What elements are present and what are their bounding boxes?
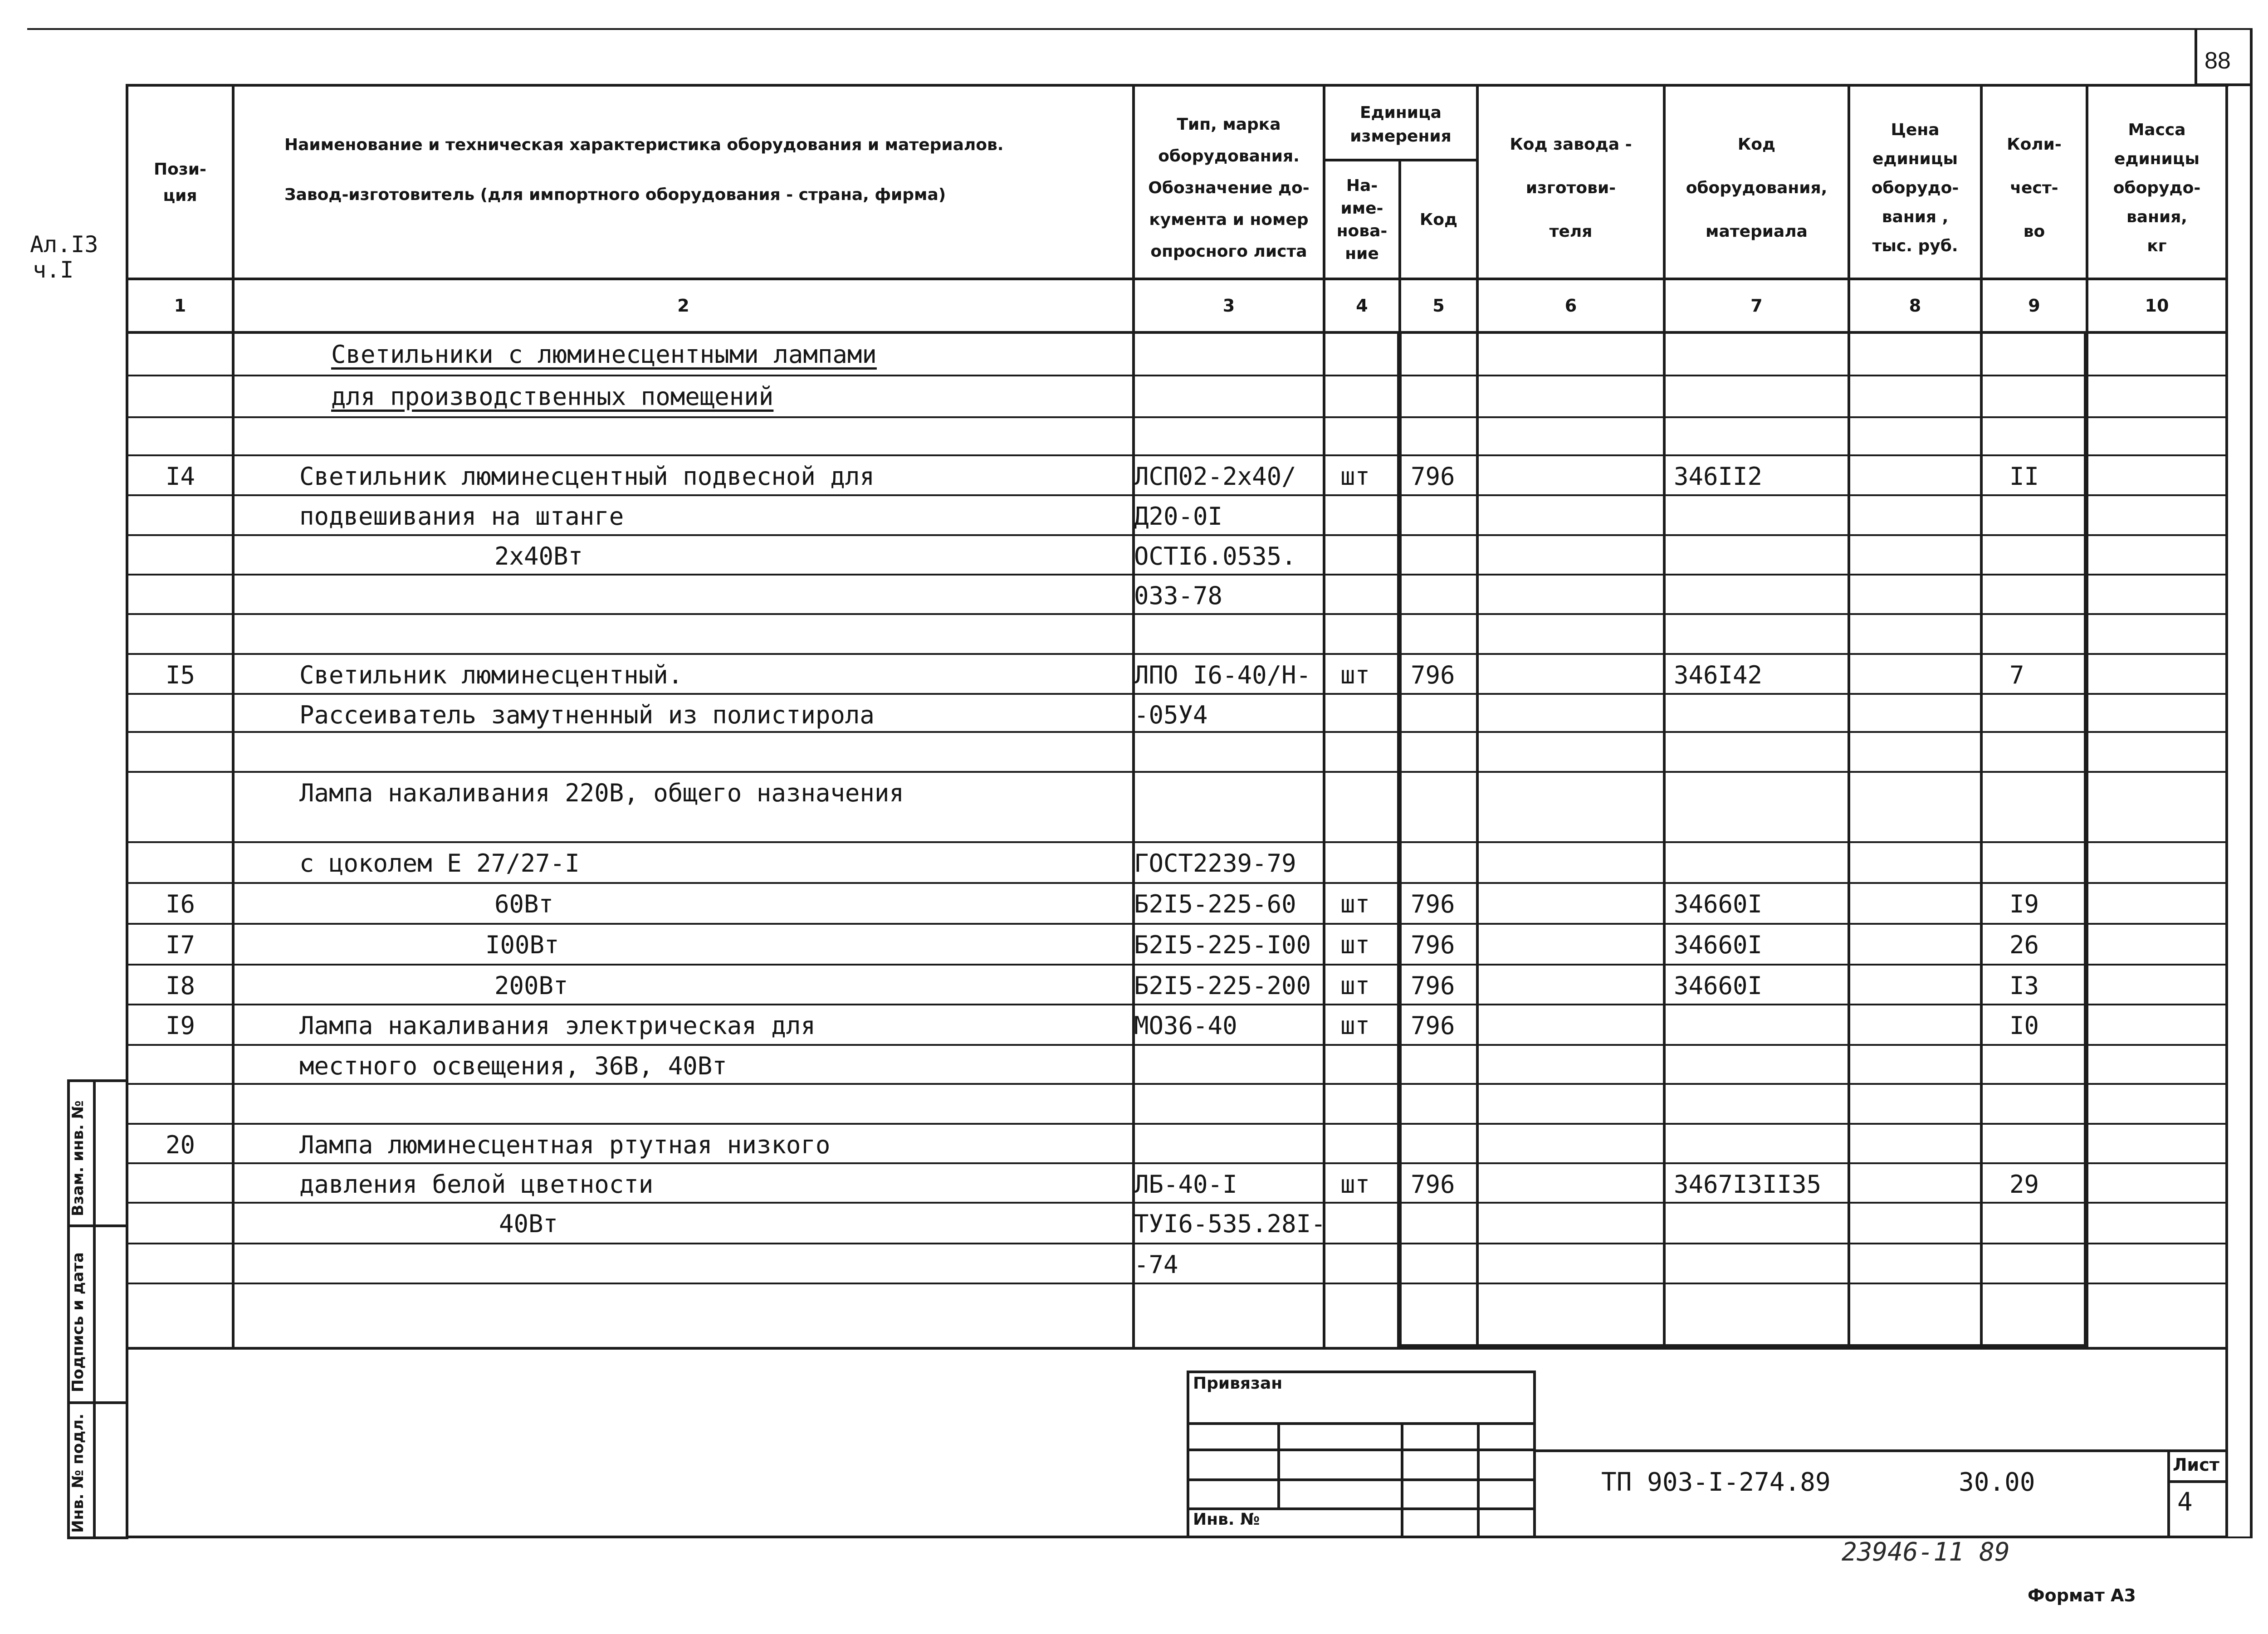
row-divider bbox=[128, 375, 2225, 376]
section-heading: Светильники с люминесцентными лампами bbox=[331, 340, 877, 369]
top-rule bbox=[27, 28, 2250, 30]
item-name-cell: подвешивания на штанге bbox=[299, 502, 624, 531]
type-cell: ТУI6-535.28I- bbox=[1134, 1210, 1326, 1238]
item-name-cell: местного освещения, 36В, 40Вт bbox=[299, 1052, 727, 1080]
item-name-cell: Лампа люминесцентная ртутная низкого bbox=[299, 1131, 831, 1159]
type-cell: Б2I5-225-60 bbox=[1134, 890, 1296, 918]
position-cell: I7 bbox=[166, 931, 196, 959]
type-cell: Б2I5-225-200 bbox=[1134, 971, 1311, 1000]
title-block-top bbox=[1533, 1449, 2228, 1452]
side-stamp-div-2 bbox=[67, 1401, 128, 1404]
row-divider bbox=[128, 693, 2225, 695]
header-quantity: Коли- чест- во bbox=[2007, 135, 2062, 241]
position-cell: I5 bbox=[166, 661, 196, 689]
unit-code-cell: 796 bbox=[1411, 971, 1455, 1000]
side-stamp-inner bbox=[93, 1079, 96, 1539]
inventory-label: Инв. № bbox=[1193, 1510, 1260, 1529]
type-cell: ГОСТ2239-79 bbox=[1134, 849, 1296, 878]
stamp-row-3 bbox=[1187, 1478, 1536, 1481]
type-cell: ЛСП02-2х40/ bbox=[1134, 462, 1296, 491]
quantity-cell: 7 bbox=[2009, 661, 2024, 689]
unit-name-cell: шт bbox=[1340, 1011, 1370, 1040]
sheet-box-divider bbox=[2167, 1480, 2228, 1483]
row-divider bbox=[128, 1162, 2225, 1164]
row-divider bbox=[128, 454, 2225, 456]
unit-code-cell: 796 bbox=[1411, 1170, 1455, 1199]
unit-name-cell: шт bbox=[1340, 462, 1370, 491]
row-divider bbox=[128, 771, 2225, 773]
equipment-code-cell: 34660I bbox=[1674, 890, 1763, 918]
row-divider bbox=[128, 841, 2225, 843]
item-name-cell: с цоколем Е 27/27-I bbox=[299, 849, 580, 878]
stamp-row-2 bbox=[1187, 1449, 1536, 1451]
unit-name-cell: шт bbox=[1340, 931, 1370, 959]
table-right-edge bbox=[2225, 86, 2228, 1537]
type-cell: 033-78 bbox=[1134, 581, 1223, 610]
header-unit-group: Единица измерения bbox=[1350, 103, 1452, 146]
type-cell: ЛБ-40-I bbox=[1134, 1170, 1237, 1199]
sheet-label: Лист bbox=[2173, 1455, 2219, 1475]
row-divider bbox=[128, 964, 2225, 966]
colnum-3: 3 bbox=[1222, 296, 1235, 316]
header-equipment-code: Код оборудования, материала bbox=[1686, 135, 1828, 241]
row-divider bbox=[128, 534, 2225, 536]
unit-code-cell: 796 bbox=[1411, 890, 1455, 918]
col-div-1 bbox=[232, 86, 235, 1347]
stamp-col-2 bbox=[1401, 1422, 1403, 1538]
header-unit-name: На- име- нова- ние bbox=[1336, 176, 1388, 263]
position-cell: I6 bbox=[166, 890, 196, 918]
unit-name-cell: шт bbox=[1340, 971, 1370, 1000]
row-divider bbox=[128, 1004, 2225, 1005]
item-name-cell: I00Вт bbox=[485, 931, 559, 959]
side-label-inv-podl: Инв. № подл. bbox=[69, 1413, 87, 1533]
header-name-line1: Наименование и техническая характеристика оборудования и материалов. bbox=[284, 136, 1004, 154]
unit-code-cell: 796 bbox=[1411, 661, 1455, 689]
row-divider bbox=[128, 923, 2225, 925]
colnum-2: 2 bbox=[677, 296, 689, 316]
unit-name-cell: шт bbox=[1340, 661, 1370, 689]
side-stamp-div-1 bbox=[67, 1224, 128, 1227]
item-name-cell: 40Вт bbox=[499, 1210, 558, 1238]
body-thick-right bbox=[2084, 332, 2088, 1346]
colnum-4: 4 bbox=[1356, 296, 1368, 316]
row-divider bbox=[128, 731, 2225, 733]
header-factory-code: Код завода - изготови- теля bbox=[1510, 135, 1632, 241]
header-mass: Масса единицы оборудо- вания, кг bbox=[2113, 121, 2201, 255]
position-cell: I4 bbox=[166, 462, 196, 491]
item-name-cell: 2х40Вт bbox=[494, 542, 583, 571]
body-bottom bbox=[126, 1347, 2228, 1350]
item-name-cell: Лампа накаливания 220В, общего назначения bbox=[299, 779, 904, 807]
item-name-cell: Рассеиватель замутненный из полистирола bbox=[299, 701, 875, 729]
header-position: Пози- ция bbox=[154, 160, 206, 205]
sheet-number: 4 bbox=[2177, 1488, 2193, 1517]
row-divider bbox=[128, 1123, 2225, 1125]
unit-code-cell: 796 bbox=[1411, 931, 1455, 959]
colnum-bottom bbox=[126, 331, 2228, 334]
type-cell: МО36-40 bbox=[1134, 1011, 1237, 1040]
quantity-cell: 29 bbox=[2009, 1170, 2039, 1199]
quantity-cell: I9 bbox=[2009, 890, 2039, 918]
row-divider bbox=[128, 1202, 2225, 1204]
unit-code-cell: 796 bbox=[1411, 462, 1455, 491]
body-thick-left bbox=[1397, 332, 1402, 1346]
type-cell: -74 bbox=[1134, 1250, 1178, 1279]
stamp-row-1 bbox=[1187, 1422, 1536, 1425]
quantity-cell: I0 bbox=[2009, 1011, 2039, 1040]
unit-name-cell: шт bbox=[1340, 890, 1370, 918]
item-name-cell: 60Вт bbox=[494, 890, 554, 918]
quantity-cell: 26 bbox=[2009, 931, 2039, 959]
position-cell: 20 bbox=[166, 1131, 196, 1159]
item-name-cell: 200Вт bbox=[494, 971, 568, 1000]
stamp-col-3 bbox=[1477, 1422, 1480, 1538]
section-code: 30.00 bbox=[1959, 1468, 2035, 1497]
section-heading: для производственных помещений bbox=[331, 382, 774, 411]
row-divider bbox=[128, 1083, 2225, 1085]
item-name-cell: давления белой цветности bbox=[299, 1170, 654, 1199]
position-cell: I8 bbox=[166, 971, 196, 1000]
colnum-6: 6 bbox=[1564, 296, 1577, 316]
row-divider bbox=[128, 416, 2225, 418]
type-cell: ЛПО I6-40/Н- bbox=[1134, 661, 1311, 689]
colnum-8: 8 bbox=[1909, 296, 1921, 316]
row-divider bbox=[128, 1283, 2225, 1284]
unit-name-cell: шт bbox=[1340, 1170, 1370, 1199]
row-divider bbox=[128, 882, 2225, 884]
type-cell: Б2I5-225-I00 bbox=[1134, 931, 1311, 959]
binding-label: Привязан bbox=[1193, 1374, 1283, 1393]
margin-note-line1: Ал.I3 bbox=[30, 231, 98, 258]
side-label-signature: Подпись и дата bbox=[69, 1252, 87, 1392]
position-cell: I9 bbox=[166, 1011, 196, 1040]
header-price: Цена единицы оборудо- вания , тыс. руб. bbox=[1871, 121, 1959, 255]
header-type: Тип, марка оборудования. Обозначение до- кумента и номер опросного листа bbox=[1148, 115, 1310, 261]
quantity-cell: I3 bbox=[2009, 971, 2039, 1000]
colnum-5: 5 bbox=[1432, 296, 1445, 316]
equipment-code-cell: 3467I3II35 bbox=[1674, 1170, 1822, 1199]
colnum-7: 7 bbox=[1750, 296, 1763, 316]
unit-code-cell: 796 bbox=[1411, 1011, 1455, 1040]
page-number: 88 bbox=[2204, 48, 2231, 74]
margin-note-line2: ч.I bbox=[33, 257, 74, 283]
header-name-line2: Завод-изготовитель (для импортного оборудования - страна, фирма) bbox=[284, 185, 946, 204]
equipment-code-cell: 346I42 bbox=[1674, 661, 1763, 689]
row-divider bbox=[128, 653, 2225, 655]
row-divider bbox=[128, 1044, 2225, 1046]
side-label-vzam: Взам. инв. № bbox=[69, 1100, 87, 1216]
equipment-code-cell: 346II2 bbox=[1674, 462, 1763, 491]
handwritten-number: 23946-11 89 bbox=[1842, 1537, 2010, 1567]
document-code: ТП 903-I-274.89 bbox=[1601, 1468, 1831, 1497]
stamp-col-1 bbox=[1277, 1422, 1280, 1507]
format-label: Формат А3 bbox=[2028, 1585, 2136, 1605]
colnum-10: 10 bbox=[2145, 296, 2169, 316]
type-cell: Д20-0I bbox=[1134, 502, 1223, 531]
item-name-cell: Светильник люминесцентный. bbox=[299, 661, 683, 689]
equipment-code-cell: 34660I bbox=[1674, 931, 1763, 959]
type-cell: ОСТI6.0535. bbox=[1134, 542, 1296, 571]
frame-right bbox=[2250, 28, 2253, 1538]
type-cell: -05У4 bbox=[1134, 701, 1208, 729]
row-divider bbox=[128, 613, 2225, 615]
row-divider bbox=[128, 574, 2225, 576]
colnum-9: 9 bbox=[2028, 296, 2040, 316]
colnum-1: 1 bbox=[174, 296, 186, 316]
quantity-cell: II bbox=[2009, 462, 2039, 491]
item-name-cell: Лампа накаливания электрическая для bbox=[299, 1011, 816, 1040]
row-divider bbox=[128, 1243, 2225, 1244]
item-name-cell: Светильник люминесцентный подвесной для bbox=[299, 462, 875, 491]
header-unit-code: Код bbox=[1419, 210, 1458, 229]
equipment-code-cell: 34660I bbox=[1674, 971, 1763, 1000]
row-divider bbox=[128, 494, 2225, 496]
